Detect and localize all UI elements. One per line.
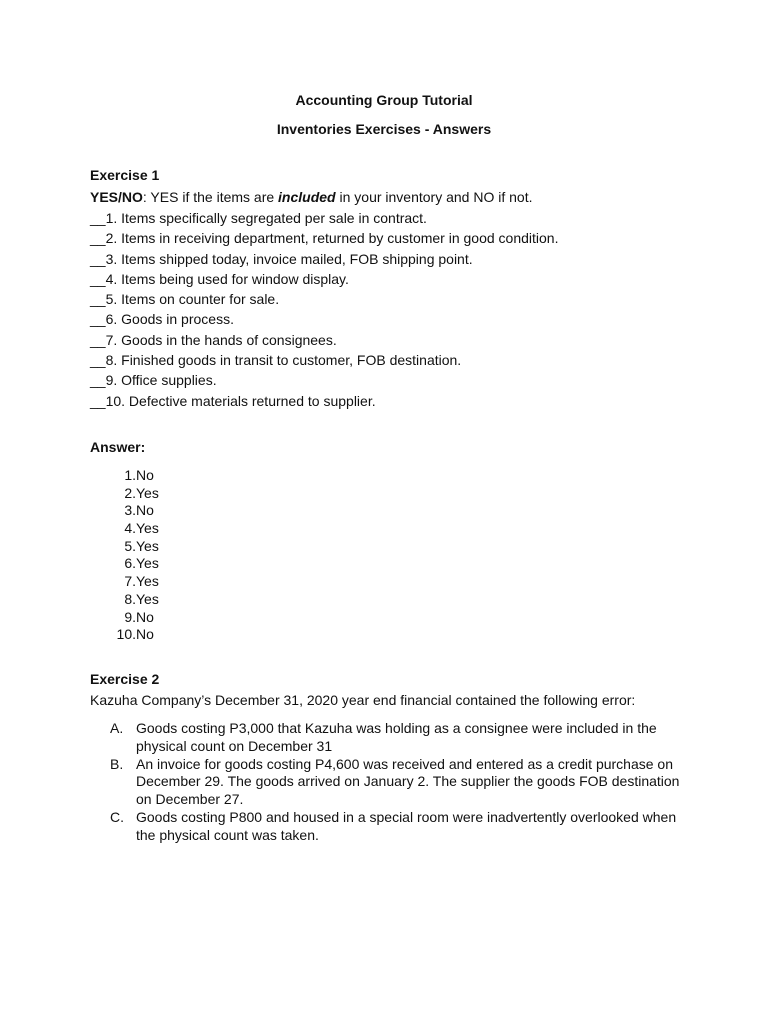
answer-item	[112, 573, 159, 591]
answer-number: 1.	[124, 467, 136, 483]
answer-item	[112, 467, 154, 485]
exercise-1-item: __5. Items on counter for sale.	[90, 291, 280, 308]
item-letter: B.	[110, 755, 124, 772]
answer-value: Yes	[136, 484, 159, 501]
item-letter: A.	[110, 720, 124, 736]
exercise-1-items	[90, 208, 558, 411]
exercise-1-instruction	[90, 189, 532, 205]
answer-list	[112, 467, 159, 644]
instruction-pre: : YES if the items are	[142, 189, 279, 205]
answer-number: 8.	[124, 590, 136, 607]
answer-value: No	[136, 608, 154, 625]
exercise-1-item: __4. Items being used for window display.	[90, 270, 349, 287]
answer-number: 3.	[124, 502, 136, 519]
answer-number: 10.	[116, 626, 136, 643]
answer-value: No	[136, 467, 154, 483]
exercise-1-item: __3. Items shipped today, invoice mailed, FOB shipping point.	[90, 250, 473, 267]
answer-value: Yes	[136, 537, 159, 554]
exercise-1-item: __6. Goods in process.	[90, 311, 234, 328]
document-subtitle: Inventories Exercises - Answers	[276, 121, 492, 137]
instruction-label: YES/NO	[90, 189, 143, 205]
answer-number: 9.	[124, 608, 136, 625]
answer-number: 5.	[124, 537, 136, 554]
exercise-1-heading: Exercise 1	[90, 167, 160, 183]
item-text: Goods costing P3,000 that Kazuha was holding as a consignee were included in the physical count on December 31	[136, 720, 657, 754]
answer-item	[112, 484, 159, 503]
instruction-post: in your inventory and NO if not.	[335, 189, 533, 205]
answer-value: Yes	[136, 590, 159, 607]
exercise-2-intro: Kazuha Company’s December 31, 2020 year end financial contained the following error:	[90, 692, 636, 708]
answer-number: 2.	[124, 484, 136, 501]
exercise-1-item: __10. Defective materials returned to supplier.	[90, 392, 376, 409]
exercise-2-item	[110, 809, 680, 845]
answer-item	[112, 537, 159, 556]
item-text: An invoice for goods costing P4,600 was received and entered as a credit purchase on December 29. The goods arrived on January 2. The supplier the goods FOB destination on December 27.	[136, 755, 680, 808]
answer-item	[112, 555, 159, 573]
answer-number: 7.	[124, 573, 136, 590]
answer-item	[112, 626, 154, 644]
instruction-emphasis: included	[278, 189, 336, 205]
answer-item	[112, 590, 159, 609]
exercise-1-item: __9. Office supplies.	[90, 372, 217, 389]
document-title: Accounting Group Tutorial	[295, 92, 473, 108]
exercise-2-heading: Exercise 2	[90, 671, 160, 687]
exercise-1-item: __1. Items specifically segregated per sale in contract.	[90, 210, 427, 226]
answer-value: No	[136, 626, 154, 643]
exercise-2-items	[110, 720, 680, 845]
exercise-1-item: __2. Items in receiving department, returned by customer in good condition.	[90, 230, 559, 247]
item-text: Goods costing P800 and housed in a special room were inadvertently overlooked when the physical count was taken.	[136, 808, 677, 843]
answer-number: 4.	[124, 520, 136, 537]
answer-item	[112, 520, 159, 538]
exercise-1-item: __8. Finished goods in transit to customer, FOB destination.	[90, 352, 462, 369]
exercise-2-item	[110, 720, 680, 756]
answer-heading: Answer:	[90, 439, 146, 455]
answer-value: Yes	[136, 520, 159, 537]
answer-value: No	[136, 502, 154, 519]
answer-number: 6.	[124, 555, 136, 572]
exercise-2-item	[110, 756, 680, 809]
item-letter: C.	[110, 808, 124, 825]
exercise-1-item: __7. Goods in the hands of consignees.	[90, 331, 337, 348]
answer-value: Yes	[136, 573, 159, 590]
answer-item	[112, 502, 154, 520]
answer-item	[112, 608, 154, 627]
answer-value: Yes	[136, 555, 159, 572]
